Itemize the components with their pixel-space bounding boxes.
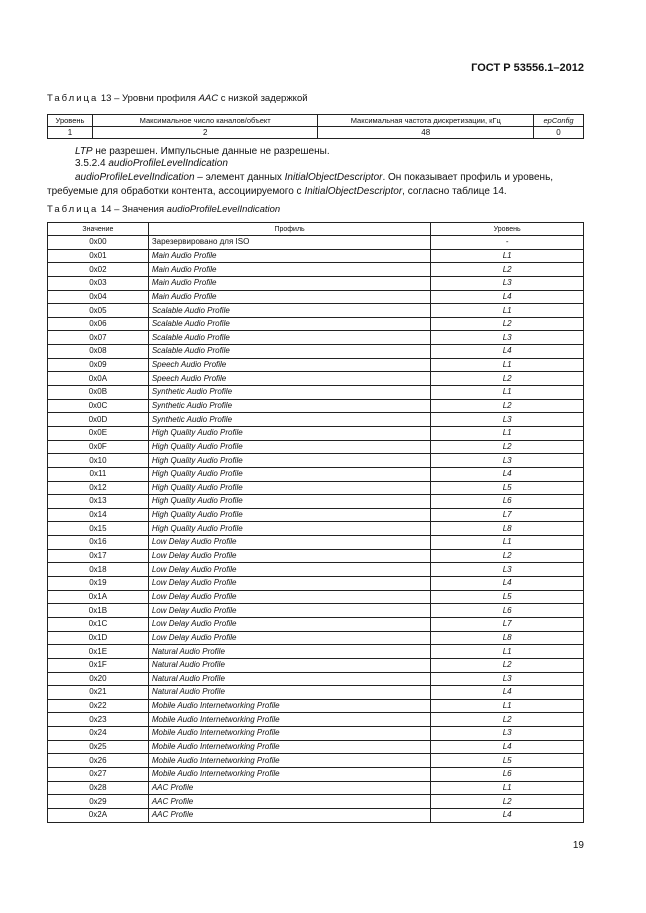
cell-value: 0x17 (48, 549, 149, 563)
cell-level: L1 (431, 645, 584, 659)
cell-profile: Scalable Audio Profile (148, 331, 430, 345)
table-row (48, 440, 584, 454)
cell-level: L4 (431, 740, 584, 754)
cell-profile: Speech Audio Profile (148, 372, 430, 386)
cell-value: 0x0D (48, 413, 149, 427)
table-row (48, 795, 584, 809)
cell-profile: Зарезервировано для ISO (148, 236, 430, 250)
table-row (48, 590, 584, 604)
paragraph-text: – элемент данных (194, 172, 285, 183)
cell-profile: Main Audio Profile (148, 263, 430, 277)
cell-level: L2 (431, 549, 584, 563)
cell-level: L4 (431, 808, 584, 822)
cell-value: 0x23 (48, 713, 149, 727)
header-value: Значение (48, 223, 149, 236)
table-row (48, 236, 584, 250)
cell-profile: Mobile Audio Internetworking Profile (148, 767, 430, 781)
table-row (48, 577, 584, 591)
header-max-sampling-rate: Максимальная частота дискретизации, кГц (318, 115, 534, 127)
table-header-row (48, 223, 584, 236)
table-row (48, 686, 584, 700)
cell-level: L6 (431, 767, 584, 781)
cell-value: 0x25 (48, 740, 149, 754)
cell-value: 0x0B (48, 386, 149, 400)
table-row (48, 617, 584, 631)
cell-level: L6 (431, 604, 584, 618)
table-row (48, 372, 584, 386)
table-row (48, 386, 584, 400)
caption-prefix: Таблица (47, 93, 99, 104)
cell-profile: Natural Audio Profile (148, 645, 430, 659)
cell-value: 0x26 (48, 754, 149, 768)
cell-level: L1 (431, 536, 584, 550)
cell-value: 0x07 (48, 331, 149, 345)
paragraph-text: . Он показывает профиль и уровень, требуемые для обработки контента, ассоциируемого с (47, 172, 554, 197)
cell-value: 0x19 (48, 577, 149, 591)
cell-profile: Main Audio Profile (148, 249, 430, 263)
cell-level: L6 (431, 495, 584, 509)
paragraph-description (47, 171, 584, 199)
cell-value: 0x24 (48, 727, 149, 741)
cell-value: 0x1F (48, 658, 149, 672)
cell-profile: Mobile Audio Internetworking Profile (148, 754, 430, 768)
cell-value: 0x02 (48, 263, 149, 277)
table-row (48, 399, 584, 413)
cell-profile: High Quality Audio Profile (148, 440, 430, 454)
term: audioProfileLevelIndication (75, 172, 195, 183)
cell-value: 0x10 (48, 454, 149, 468)
cell-level: L1 (431, 249, 584, 263)
cell-profile: Low Delay Audio Profile (148, 549, 430, 563)
cell-profile: Low Delay Audio Profile (148, 617, 430, 631)
cell-profile: AAC Profile (148, 781, 430, 795)
cell-profile: Low Delay Audio Profile (148, 590, 430, 604)
cell-level: L2 (431, 317, 584, 331)
table-row (48, 345, 584, 359)
cell-profile: Main Audio Profile (148, 276, 430, 290)
cell-level: L3 (431, 563, 584, 577)
cell-value: 0x1C (48, 617, 149, 631)
cell-profile: Natural Audio Profile (148, 672, 430, 686)
cell-level: L4 (431, 686, 584, 700)
cell-level: L2 (431, 658, 584, 672)
cell-value: 0x05 (48, 304, 149, 318)
header-level: Уровень (431, 223, 584, 236)
table-row (48, 495, 584, 509)
caption-text: 13 – Уровни профиля (98, 93, 199, 104)
cell-value: 0x21 (48, 686, 149, 700)
table-row (48, 713, 584, 727)
header-level: Уровень (48, 115, 93, 127)
table-row (48, 276, 584, 290)
table-14-caption (47, 204, 280, 215)
cell-profile: High Quality Audio Profile (148, 522, 430, 536)
cell-value: 0x1A (48, 590, 149, 604)
cell-value: 0x0A (48, 372, 149, 386)
cell-level: L2 (431, 440, 584, 454)
cell-value: 0x0C (48, 399, 149, 413)
cell-epconfig: 0 (534, 127, 584, 139)
cell-profile: High Quality Audio Profile (148, 454, 430, 468)
table-row (48, 658, 584, 672)
cell-profile: Natural Audio Profile (148, 658, 430, 672)
cell-level: L4 (431, 290, 584, 304)
header-profile: Профиль (148, 223, 430, 236)
cell-value: 0x18 (48, 563, 149, 577)
cell-level: L4 (431, 577, 584, 591)
cell-level: L1 (431, 386, 584, 400)
header-epconfig: epConfig (534, 115, 584, 127)
cell-profile: Scalable Audio Profile (148, 345, 430, 359)
table-row (48, 808, 584, 822)
table-row (48, 358, 584, 372)
cell-level: L5 (431, 590, 584, 604)
table-row (48, 563, 584, 577)
cell-level: L7 (431, 617, 584, 631)
cell-value: 0x14 (48, 508, 149, 522)
cell-level: L8 (431, 631, 584, 645)
cell-profile: Mobile Audio Internetworking Profile (148, 713, 430, 727)
table-row (48, 127, 584, 139)
cell-level: L3 (431, 413, 584, 427)
cell-max-channels: 2 (92, 127, 318, 139)
cell-profile: Low Delay Audio Profile (148, 577, 430, 591)
paragraph-text: , согласно таблице 14. (402, 186, 507, 197)
caption-italic: audioProfileLevelIndication (166, 204, 281, 215)
caption-italic: AAC (198, 93, 219, 104)
table-row (48, 645, 584, 659)
table-row (48, 413, 584, 427)
header-max-channels: Максимальное число каналов/объект (92, 115, 318, 127)
cell-value: 0x00 (48, 236, 149, 250)
caption-text-end: с низкой задержкой (218, 93, 308, 104)
cell-profile: Natural Audio Profile (148, 686, 430, 700)
cell-value: 0x06 (48, 317, 149, 331)
table-14 (47, 222, 584, 823)
table-row (48, 754, 584, 768)
cell-value: 0x28 (48, 781, 149, 795)
cell-level: L2 (431, 372, 584, 386)
cell-value: 0x2A (48, 808, 149, 822)
table-row (48, 672, 584, 686)
term: InitialObjectDescriptor (284, 172, 383, 183)
cell-value: 0x0F (48, 440, 149, 454)
table-row (48, 317, 584, 331)
cell-profile: High Quality Audio Profile (148, 508, 430, 522)
cell-value: 0x15 (48, 522, 149, 536)
document-code: ГОСТ Р 53556.1–2012 (471, 62, 584, 74)
cell-level: - (431, 236, 584, 250)
cell-level: L2 (431, 795, 584, 809)
table-row (48, 549, 584, 563)
cell-level: 1 (48, 127, 93, 139)
cell-profile: Low Delay Audio Profile (148, 563, 430, 577)
cell-level: L1 (431, 304, 584, 318)
cell-profile: Low Delay Audio Profile (148, 631, 430, 645)
table-row (48, 727, 584, 741)
table-row (48, 331, 584, 345)
table-row (48, 604, 584, 618)
cell-value: 0x20 (48, 672, 149, 686)
table-row (48, 290, 584, 304)
cell-profile: Mobile Audio Internetworking Profile (148, 727, 430, 741)
cell-level: L1 (431, 781, 584, 795)
table-row (48, 767, 584, 781)
cell-value: 0x01 (48, 249, 149, 263)
table-body (48, 236, 584, 823)
caption-prefix: Таблица (47, 204, 99, 215)
cell-value: 0x1E (48, 645, 149, 659)
table-row (48, 263, 584, 277)
cell-level: L3 (431, 672, 584, 686)
section-heading (47, 157, 584, 171)
table-row (48, 481, 584, 495)
cell-value: 0x16 (48, 536, 149, 550)
cell-level: L8 (431, 522, 584, 536)
cell-profile: Synthetic Audio Profile (148, 413, 430, 427)
table-row (48, 454, 584, 468)
cell-level: L4 (431, 345, 584, 359)
cell-value: 0x13 (48, 495, 149, 509)
section-number: 3.5.2.4 (75, 158, 109, 169)
cell-profile: Synthetic Audio Profile (148, 386, 430, 400)
table-row (48, 536, 584, 550)
cell-value: 0x22 (48, 699, 149, 713)
table-row (48, 781, 584, 795)
table-13-caption (47, 93, 308, 104)
cell-profile: High Quality Audio Profile (148, 426, 430, 440)
paragraph-italic: LTP (75, 146, 93, 157)
cell-profile: Low Delay Audio Profile (148, 536, 430, 550)
cell-value: 0x09 (48, 358, 149, 372)
cell-value: 0x12 (48, 481, 149, 495)
cell-profile: Mobile Audio Internetworking Profile (148, 699, 430, 713)
section-title: audioProfileLevelIndication (108, 158, 228, 169)
cell-level: L3 (431, 331, 584, 345)
cell-value: 0x08 (48, 345, 149, 359)
paragraph-text: не разрешен. Импульсные данные не разрешены. (92, 146, 330, 157)
table-header-row (48, 115, 584, 127)
cell-level: L2 (431, 713, 584, 727)
cell-level: L5 (431, 754, 584, 768)
cell-value: 0x04 (48, 290, 149, 304)
table-row (48, 740, 584, 754)
cell-level: L7 (431, 508, 584, 522)
cell-level: L5 (431, 481, 584, 495)
cell-profile: Scalable Audio Profile (148, 304, 430, 318)
table-row (48, 249, 584, 263)
cell-value: 0x29 (48, 795, 149, 809)
table-row (48, 508, 584, 522)
cell-level: L2 (431, 263, 584, 277)
cell-profile: Mobile Audio Internetworking Profile (148, 740, 430, 754)
cell-level: L1 (431, 426, 584, 440)
cell-profile: Speech Audio Profile (148, 358, 430, 372)
cell-value: 0x1B (48, 604, 149, 618)
table-13 (47, 114, 584, 139)
cell-profile: High Quality Audio Profile (148, 495, 430, 509)
page-number: 19 (572, 840, 584, 851)
cell-level: L3 (431, 276, 584, 290)
cell-profile: AAC Profile (148, 795, 430, 809)
table-row (48, 631, 584, 645)
cell-value: 0x0E (48, 426, 149, 440)
cell-value: 0x11 (48, 467, 149, 481)
cell-level: L3 (431, 727, 584, 741)
cell-level: L2 (431, 399, 584, 413)
cell-profile: High Quality Audio Profile (148, 467, 430, 481)
cell-max-sampling-rate: 48 (318, 127, 534, 139)
table-row (48, 522, 584, 536)
table-row (48, 467, 584, 481)
cell-value: 0x27 (48, 767, 149, 781)
cell-profile: Scalable Audio Profile (148, 317, 430, 331)
caption-text: 14 – Значения (98, 204, 167, 215)
table-row (48, 426, 584, 440)
cell-level: L4 (431, 467, 584, 481)
cell-value: 0x03 (48, 276, 149, 290)
term: InitialObjectDescriptor (304, 186, 403, 197)
cell-profile: Synthetic Audio Profile (148, 399, 430, 413)
cell-value: 0x1D (48, 631, 149, 645)
cell-level: L3 (431, 454, 584, 468)
cell-level: L1 (431, 358, 584, 372)
cell-level: L1 (431, 699, 584, 713)
table-row (48, 699, 584, 713)
cell-profile: AAC Profile (148, 808, 430, 822)
cell-profile: High Quality Audio Profile (148, 481, 430, 495)
cell-profile: Low Delay Audio Profile (148, 604, 430, 618)
table-row (48, 304, 584, 318)
cell-profile: Main Audio Profile (148, 290, 430, 304)
